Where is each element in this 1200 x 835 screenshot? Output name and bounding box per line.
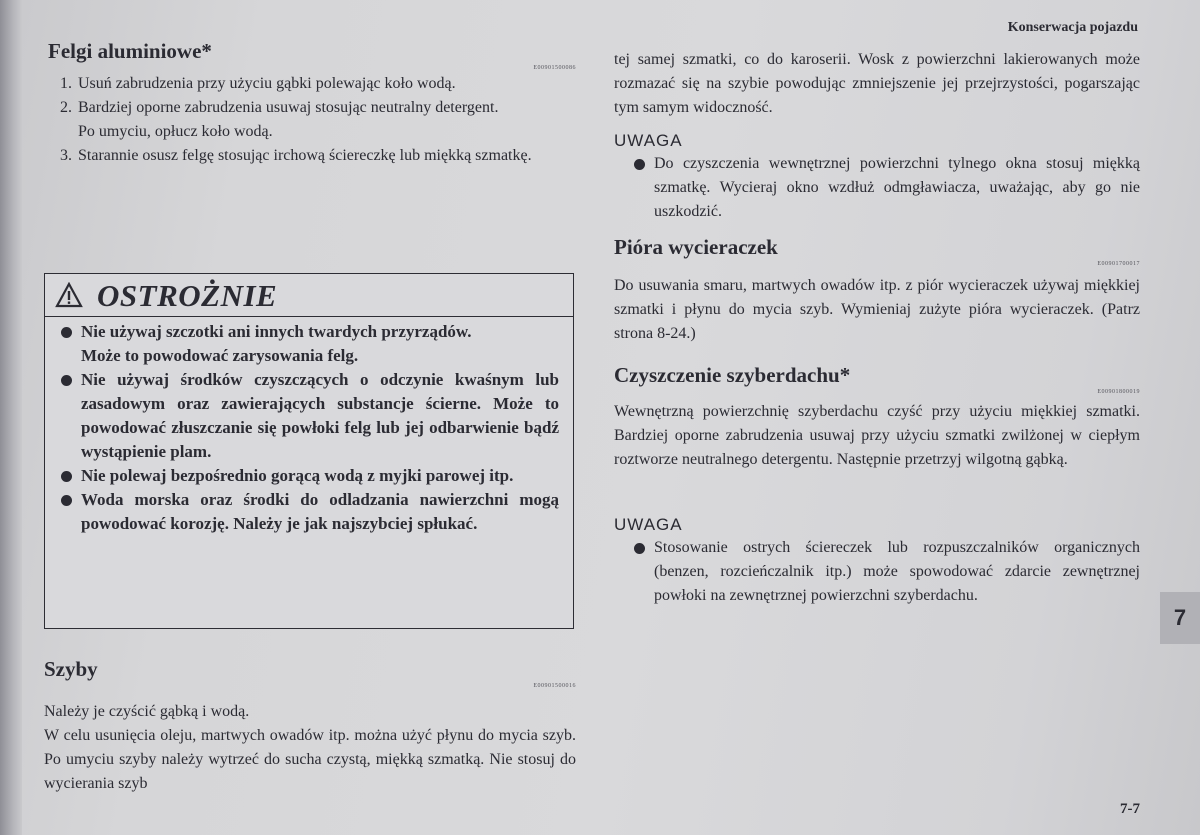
step-number: 1. [60,75,72,92]
section-title-felgi: Felgi aluminiowe* [48,39,212,63]
chapter-tab: 7 [1160,592,1200,644]
continuation-text: tej samej szmatki, co do karoserii. Wosk z powierzchni lakierowanych może rozmazać się na szybie powodując zmniejszenie jej przejrzystości, pogarszając tym samym widoczność. [614,51,1140,116]
note-item-text: Stosowanie ostrych ściereczek lub rozpuszczalników organicznych (benzen, rozcieńczalnik itp.) może spowodować zdarcie zewnętrznej powłoki na zewnętrznej powierzchni szyberdachu. [654,539,1140,604]
section-szyby [44,656,576,796]
list-item [61,464,559,488]
section-title-szyberdach: Czyszczenie szyberdachu* [614,363,851,387]
section-piora [614,234,1140,346]
list-item [634,152,1140,224]
note-list [614,152,1140,224]
warning-header [45,274,573,317]
section-code-felgi: E00901500086 [533,65,576,71]
section-code-szyby: E00901500016 [533,683,576,689]
bullet-icon [61,495,72,506]
list-item [48,144,576,168]
warning-item-text: Nie używaj środków czyszczących o odczynie kwaśnym lub zasadowym oraz zawierających substancje ścierne. Może to powodować złuszczanie się powłoki felg lub jej odbarwienie bądź wystąpienie plam. [81,370,559,461]
note-block-2 [614,514,1140,608]
section-title-piora: Pióra wycieraczek [614,235,778,259]
list-item [61,320,559,368]
warning-triangle-icon [55,282,83,308]
szyby-paragraph-2: W celu usunięcia oleju, martwych owadów itp. można użyć płynu do mycia szyb. Po umyciu szyby należy wytrzeć do sucha czystą, miękką szmatką. Nie stosuj do wycierania szyb [44,727,576,792]
list-item [48,72,576,96]
piora-paragraph: Do usuwania smaru, martwych owadów itp. z piór wycieraczek używaj miękkiej szmatki i płynu do mycia szyb. Wymieniaj zużyte pióra wycieraczek. (Patrz strona 8-24.) [614,277,1140,342]
page-number: 7-7 [1120,801,1140,817]
section-szyberdach [614,362,1140,472]
section-title-szyby: Szyby [44,657,98,681]
warning-item-text: Nie używaj szczotki ani innych twardych przyrządów. Może to powodować zarysowania felg. [81,322,472,365]
warning-list [45,317,573,536]
step-text: Starannie osusz felgę stosując irchową ściereczkę lub miękką szmatkę. [78,147,532,164]
list-item [61,488,559,536]
section-code-szyberdach: E00901800019 [1097,389,1140,395]
note-item-text: Do czyszczenia wewnętrznej powierzchni tylnego okna stosuj miękką szmatkę. Wycieraj okno wzdłuż odmgławiacza, uważając, aby go nie uszkodzić. [654,155,1140,220]
warning-title: OSTROŻNIE [97,278,278,313]
note-title: UWAGA [614,515,683,534]
note-block-1 [614,130,1140,224]
warning-item-text: Woda morska oraz środki do odladzania nawierzchni mogą powodować korozję. Należy je jak najszybciej spłukać. [81,490,559,533]
list-item [634,536,1140,608]
step-extra-text: Po umyciu, opłucz koło wodą. [78,123,273,140]
bullet-icon [61,375,72,386]
szyby-paragraph-1: Należy je czyścić gąbką i wodą. [44,703,250,720]
felgi-steps [48,72,576,168]
left-column [48,38,576,168]
right-top-paragraph [614,48,1140,120]
bullet-icon [634,159,645,170]
szyberdach-paragraph: Wewnętrzną powierzchnię szyberdachu czyść przy użyciu miękkiej szmatki. Bardziej oporne zabrudzenia usuwaj przy użyciu szmatki zwilżonej w ciepłym roztworze neutralnego detergentu. Następnie przetrzyj wilgotną gąbką. [614,403,1140,468]
step-number: 3. [60,147,72,164]
step-text: Usuń zabrudzenia przy użyciu gąbki polewając koło wodą. [78,75,456,92]
note-title: UWAGA [614,131,683,150]
bullet-icon [61,471,72,482]
list-item [61,368,559,464]
note-list [614,536,1140,608]
bullet-icon [61,327,72,338]
step-number: 2. [60,99,72,116]
step-text: Bardziej oporne zabrudzenia usuwaj stosując neutralny detergent. [78,99,499,116]
section-code-piora: E00901700017 [1097,261,1140,267]
warning-box [44,273,574,629]
warning-item-text: Nie polewaj bezpośrednio gorącą wodą z myjki parowej itp. [81,466,514,485]
bullet-icon [634,543,645,554]
book-gutter [0,0,22,835]
list-item [48,96,576,144]
running-header: Konserwacja pojazdu [1007,20,1138,35]
